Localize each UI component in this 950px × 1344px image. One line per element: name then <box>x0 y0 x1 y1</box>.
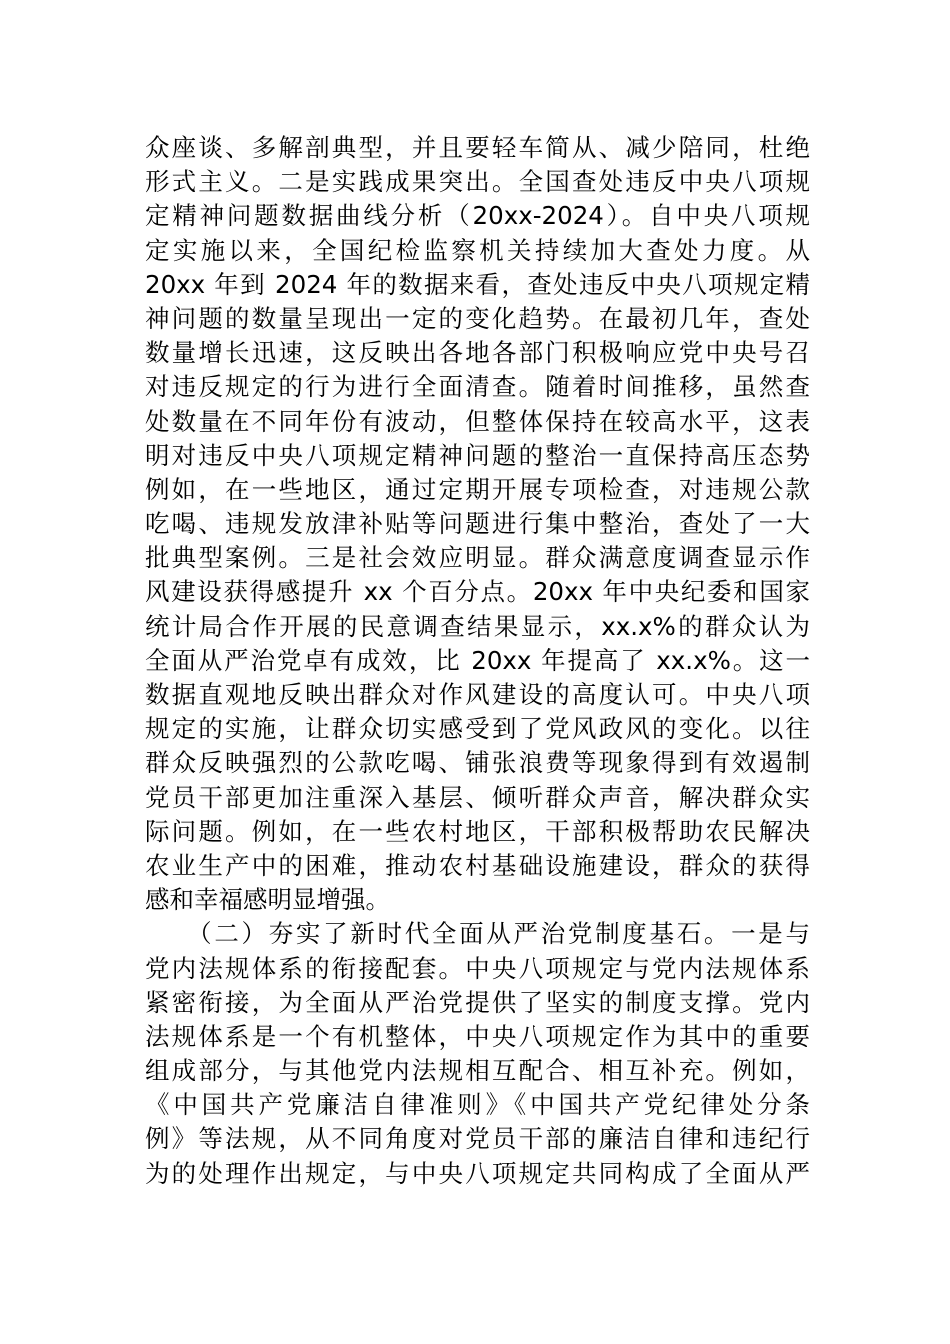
text-line: 统计局合作开展的民意调查结果显示，xx.x%的群众认为 <box>145 611 810 641</box>
text-line: 群众反映强烈的公款吃喝、铺张浪费等现象得到有效遏制 <box>145 748 810 778</box>
text-line: 数量增长迅速，这反映出各地各部门积极响应党中央号召 <box>145 338 810 368</box>
text-line: 吃喝、违规发放津补贴等问题进行集中整治，查处了一大 <box>145 509 810 539</box>
text-line: 农业生产中的困难，推动农村基础设施建设，群众的获得 <box>145 850 810 880</box>
text-line: 定实施以来，全国纪检监察机关持续加大查处力度。从 <box>145 235 810 265</box>
text-line: 风建设获得感提升 xx 个百分点。20xx 年中央纪委和国家 <box>145 577 810 607</box>
text-line: 紧密衔接，为全面从严治党提供了坚实的制度支撑。党内 <box>145 987 810 1017</box>
text-line: 神问题的数量呈现出一定的变化趋势。在最初几年，查处 <box>145 303 810 333</box>
text-line: 20xx 年到 2024 年的数据来看，查处违反中央八项规定精 <box>145 269 810 299</box>
text-line: 际问题。例如，在一些农村地区，干部积极帮助农民解决 <box>145 816 810 846</box>
text-line: 全面从严治党卓有成效，比 20xx 年提高了 xx.x%。这一 <box>145 645 810 675</box>
section-heading-line: （二）夯实了新时代全面从严治党制度基石。一是与 <box>145 919 810 949</box>
text-line: 处数量在不同年份有波动，但整体保持在较高水平，这表 <box>145 406 810 436</box>
text-line: 明对违反中央八项规定精神问题的整治一直保持高压态势 <box>145 440 810 470</box>
text-line: 对违反规定的行为进行全面清查。随着时间推移，虽然查 <box>145 372 810 402</box>
text-line: 数据直观地反映出群众对作风建设的高度认可。中央八项 <box>145 680 810 709</box>
text-line: 批典型案例。三是社会效应明显。群众满意度调查显示作 <box>145 543 810 573</box>
text-line: 党员干部更加注重深入基层、倾听群众声音，解决群众实 <box>145 782 810 812</box>
text-line: 规定的实施，让群众切实感受到了党风政风的变化。以往 <box>145 714 810 744</box>
body-text <box>145 131 810 1191</box>
text-line: 法规体系是一个有机整体，中央八项规定作为其中的重要 <box>145 1021 810 1051</box>
text-line: 形式主义。二是实践成果突出。全国查处违反中央八项规 <box>145 167 810 197</box>
text-line: 例如，在一些地区，通过定期开展专项检查，对违规公款 <box>145 474 810 504</box>
text-line: 党内法规体系的衔接配套。中央八项规定与党内法规体系 <box>145 953 810 983</box>
text-line: 为的处理作出规定，与中央八项规定共同构成了全面从严 <box>145 1158 810 1188</box>
text-line: 组成部分，与其他党内法规相互配合、相互补充。例如， <box>145 1056 810 1086</box>
text-line: 《中国共产党廉洁自律准则》《中国共产党纪律处分条 <box>145 1090 810 1120</box>
text-line: 例》等法规，从不同角度对党员干部的廉洁自律和违纪行 <box>145 1124 810 1154</box>
text-line: 定精神问题数据曲线分析（20xx-2024）。自中央八项规 <box>145 201 810 231</box>
text-line: 众座谈、多解剖典型，并且要轻车简从、减少陪同，杜绝 <box>145 133 810 162</box>
paragraph-end-line: 感和幸福感明显增强。 <box>145 885 390 915</box>
